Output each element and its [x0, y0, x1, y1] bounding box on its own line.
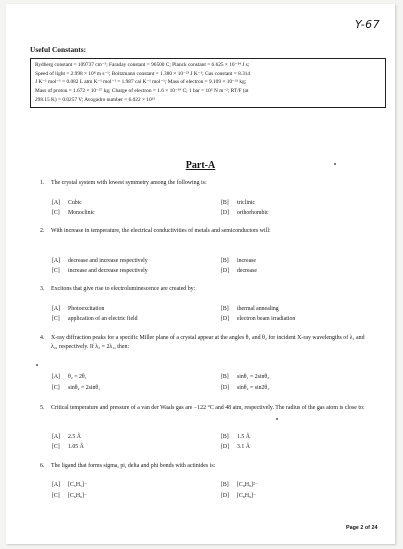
option-label: [C] [52, 385, 60, 391]
option-text: 1.5 Å [237, 434, 250, 440]
option-text: Monoclinic [68, 210, 95, 216]
option-b [221, 481, 258, 489]
option-d [221, 267, 257, 275]
handwritten-page-note: Y-67 [355, 18, 381, 31]
option-c [52, 267, 148, 275]
option-text: 1.05 Å [68, 444, 84, 450]
option-label: [A] [52, 482, 61, 488]
option-label: [B] [221, 434, 229, 440]
question-text: Critical temperature and pressure of a van der Waals gas are −122 °C and 48 atm, respectively. The radius of the gas atom is close to: [51, 405, 365, 411]
option-a [52, 481, 87, 489]
option-text: thermal annealing [237, 306, 279, 312]
option-label: [A] [52, 200, 61, 206]
option-text: sinθ₁ = 2sinθ₂ [237, 374, 270, 380]
option-d [221, 443, 250, 451]
question-2 [40, 227, 370, 236]
option-label: [C] [52, 268, 60, 274]
option-text: θ₂ = 2θ₁ [68, 374, 87, 380]
option-text: decrease [237, 268, 257, 274]
option-c [52, 315, 138, 323]
option-text: [C₈H₈]²⁻ [237, 482, 258, 488]
option-text: increase [237, 258, 256, 264]
question-number: 3. [40, 286, 45, 292]
option-d [221, 384, 269, 392]
part-title: Part-A [185, 160, 216, 171]
option-text: sinθ₂ = sin2θ₁ [237, 385, 270, 391]
option-label: [C] [52, 210, 60, 216]
option-d [221, 492, 256, 500]
constants-line: Mass of proton = 1.672 × 10⁻²⁷ kg; Charge of electron = 1.6 × 10⁻¹⁹ C; 1 bar = 10⁵ N m⁻²; RT/F (at [35, 88, 249, 95]
option-text: [C₅H₅]⁻ [68, 482, 88, 488]
option-label: [B] [221, 258, 229, 264]
option-label: [D] [221, 385, 230, 391]
option-a [52, 199, 82, 207]
option-a [52, 257, 148, 265]
constants-box [30, 58, 386, 108]
question-text: The ligand that forms sigma, pi, delta and phi bonds with actinides is: [51, 463, 216, 469]
question-text: Excitons that give rise to electroluminescence are created by: [51, 286, 196, 292]
option-label: [A] [52, 434, 61, 440]
scan-speck [334, 163, 336, 165]
constants-line: J K⁻¹ mol⁻¹ = 0.082 L atm K⁻¹ mol⁻¹ = 1.987 cal K⁻¹ mol⁻¹; Mass of electron = 9.109 × 10⁻³¹ kg; [35, 79, 247, 86]
scan-speck [276, 418, 278, 420]
option-label: [C] [52, 316, 60, 322]
question-number: 2. [40, 228, 45, 234]
scan-speck [36, 364, 38, 366]
constants-line: Speed of light = 2.998 × 10⁸ m s⁻¹; Boltzmann constant = 1.380 × 10⁻²³ J K⁻¹; Gas constant = 8.314 [35, 70, 251, 77]
option-text: 3.1 Å [237, 444, 250, 450]
option-text: sinθ₂ = 2sinθ₁ [68, 385, 101, 391]
option-c [52, 384, 100, 392]
option-d [221, 315, 295, 323]
question-number: 6. [40, 463, 45, 469]
option-b [221, 305, 279, 313]
option-c [52, 443, 84, 451]
constants-heading: Useful Constants: [30, 45, 87, 54]
option-d [221, 209, 269, 217]
option-text: application of an electric field [68, 316, 138, 322]
question-5 [40, 404, 370, 413]
option-a [52, 373, 87, 381]
option-a [52, 433, 81, 441]
option-text: increase and decrease respectively [68, 268, 148, 274]
option-label: [A] [52, 306, 61, 312]
option-text: Cubic [68, 200, 82, 206]
option-text: Photoexcitation [68, 306, 105, 312]
option-label: [B] [221, 306, 229, 312]
option-text: [C₆H₆]⁻ [68, 493, 88, 499]
question-1 [40, 179, 370, 188]
option-a [52, 305, 104, 313]
option-text: electron beam irradiation [237, 316, 296, 322]
option-c [52, 209, 95, 217]
option-b [221, 373, 269, 381]
constants-line: Rydberg constant = 109737 cm⁻¹; Faraday constant = 96500 C; Planck constant = 6.625 × 10⁻³⁴ J s; [35, 62, 250, 68]
question-number: 1. [40, 180, 45, 186]
option-text: decrease and increase respectively [68, 258, 148, 264]
option-b [221, 433, 250, 441]
page-number-footer: Page 2 of 24 [346, 525, 378, 531]
option-b [221, 199, 255, 207]
option-text: triclinic [237, 200, 256, 206]
question-text: With increase in temperature, the electrical conductivities of metals and semiconductors will: [51, 228, 271, 234]
question-number: 4. [40, 335, 45, 341]
option-label: [C] [52, 493, 60, 499]
exam-page [6, 4, 395, 544]
option-label: [D] [221, 316, 230, 322]
option-b [221, 257, 256, 265]
question-text: X-ray diffraction peaks for a specific Miller plane of a crystal appear at the angles θ₁ and θ₂ for incident X-ray wavelengths of λ₁ and λ₂, respectively. If λ₂ = 2λ₁, then: [51, 335, 365, 351]
question-text: The crystal system with lowest symmetry among the following is: [51, 180, 207, 186]
option-label: [D] [221, 444, 230, 450]
option-label: [A] [52, 258, 61, 264]
option-label: [D] [221, 493, 230, 499]
question-3 [40, 285, 370, 294]
option-label: [B] [221, 374, 229, 380]
option-c [52, 492, 87, 500]
option-text: [C₈H₈]⁻ [237, 493, 257, 499]
question-6 [40, 462, 370, 471]
constants-line: 298.15 K) = 0.0257 V; Avogadro number = 6.022 × 10²³ [35, 96, 155, 103]
option-label: [A] [52, 374, 61, 380]
option-label: [B] [221, 200, 229, 206]
option-label: [D] [221, 268, 230, 274]
question-4 [40, 334, 370, 353]
option-text: 2.5 Å [68, 434, 81, 440]
option-label: [D] [221, 210, 230, 216]
question-number: 5. [40, 405, 45, 411]
option-label: [C] [52, 444, 60, 450]
option-label: [B] [221, 482, 229, 488]
option-text: orthorhombic [237, 210, 269, 216]
